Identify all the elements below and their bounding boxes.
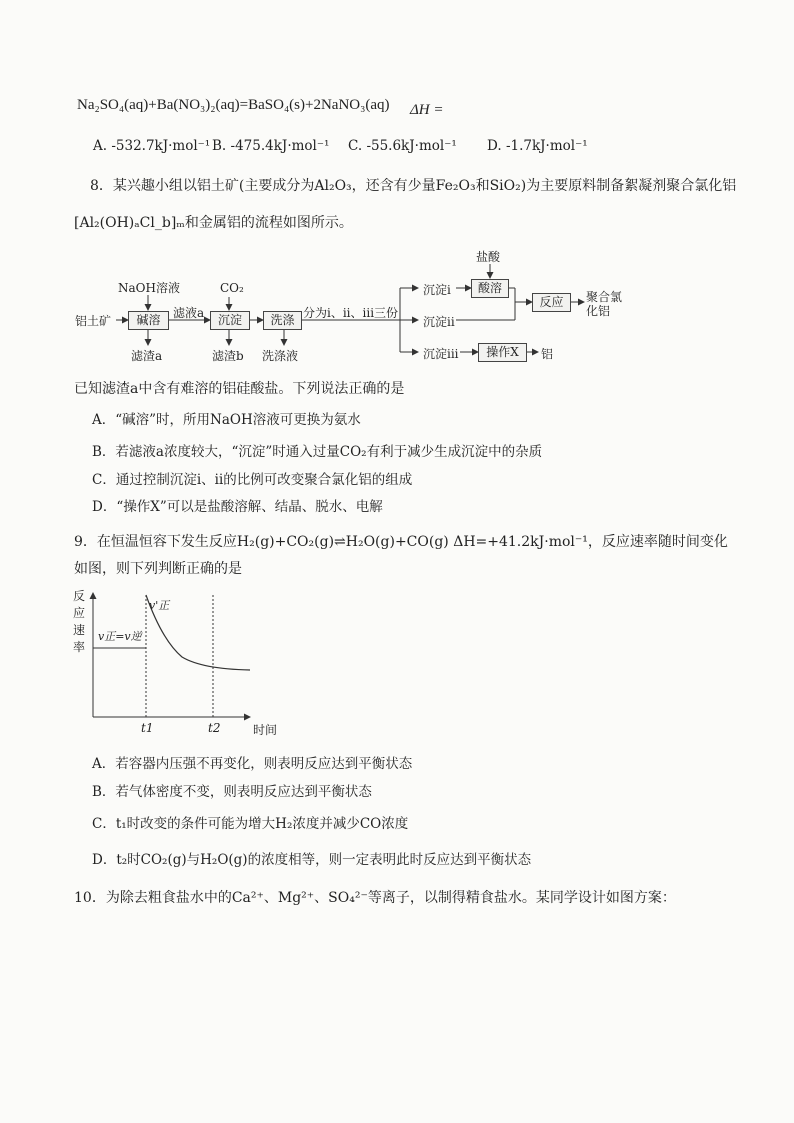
flow-co2-label: CO₂ [220, 281, 244, 295]
flow-precip-ii: 沉淀ii [423, 315, 455, 329]
q7-option-a: A. -532.7kJ·mol⁻¹ [93, 138, 211, 154]
q9-stem-line1: 9．在恒温恒容下发生反应H₂(g)+CO₂(g)⇌H₂O(g)+CO(g) ΔH=+41.2kJ·mol⁻¹，反应速率随时间变化 [74, 534, 728, 550]
chart-t2-label: t2 [208, 721, 221, 735]
chart-eq-label: v正=v逆 [98, 630, 142, 643]
flow-product: 聚合氯化铝 [586, 290, 623, 318]
q7-dh-label: ΔH = [410, 102, 444, 118]
q10-stem: 10．为除去粗食盐水中的Ca²⁺、Mg²⁺、SO₄²⁻等离子，以制得精食盐水。某同学设计如图方案： [74, 890, 676, 906]
chart-t1-label: t1 [141, 721, 154, 735]
flow-split-label: 分为i、ii、iii三份 [303, 306, 399, 320]
chart-x-label: 时间 [253, 723, 278, 737]
q8-option-d: D．“操作X”可以是盐酸溶解、结晶、脱水、电解 [92, 499, 383, 515]
q7-option-c: C. -55.6kJ·mol⁻¹ [348, 138, 457, 154]
flow-precip-i: 沉淀i [423, 283, 451, 297]
flow-al-label: 铝 [541, 347, 554, 361]
q9-option-a: A．若容器内压强不再变化，则表明反应达到平衡状态 [92, 756, 413, 772]
q8-stem-line1: 8．某兴趣小组以铝土矿(主要成分为Al₂O₃，还含有少量Fe₂O₃和SiO₂)为主要原料制备絮凝剂聚合氯化铝 [90, 178, 737, 194]
q8-known: 已知滤渣a中含有难溶的铝硅酸盐。下列说法正确的是 [74, 381, 405, 397]
q8-option-c: C．通过控制沉淀ⅰ、ⅱ的比例可改变聚合氯化铝的组成 [92, 472, 413, 488]
chart-curve-label: v'正 [149, 599, 170, 612]
q8-stem-line2: [Al₂(OH)ₐCl_b]ₘ和金属铝的流程如图所示。 [74, 215, 353, 231]
q8-flowchart [0, 0, 794, 380]
flow-filtrate-a: 滤液a [173, 306, 205, 320]
flow-box-acid: 酸溶 [471, 279, 509, 298]
flow-box-precip: 沉淀 [210, 311, 250, 330]
q9-stem-line2: 如图，则下列判断正确的是 [74, 561, 242, 577]
flow-naoh-label: NaOH溶液 [118, 281, 180, 295]
flow-box-react: 反应 [532, 293, 571, 312]
chart-y-label: 反应速率 [73, 589, 86, 654]
flow-precip-iii: 沉淀iii [423, 347, 459, 361]
flow-box-wash: 洗涤 [263, 311, 302, 330]
flow-box-opx: 操作X [478, 343, 527, 362]
q8-option-a: A．“碱溶”时，所用NaOH溶液可更换为氨水 [92, 412, 361, 428]
q8-option-b: B．若滤液a浓度较大，“沉淀”时通入过量CO₂有利于减少生成沉淀中的杂质 [92, 444, 543, 460]
q9-rate-chart [70, 585, 280, 745]
q7-option-b: B. -475.4kJ·mol⁻¹ [212, 138, 330, 154]
q9-option-b: B．若气体密度不变，则表明反应达到平衡状态 [92, 784, 372, 800]
q7-option-d: D. -1.7kJ·mol⁻¹ [487, 138, 588, 154]
flow-residue-a: 滤渣a [131, 349, 163, 363]
q9-option-d: D．t₂时CO₂(g)与H₂O(g)的浓度相等，则一定表明此时反应达到平衡状态 [92, 852, 532, 868]
q7-equation: Na₂SO₄(aq)+Ba(NO₃)₂(aq)=BaSO₄(s)+2NaNO₃(aq) [77, 97, 390, 113]
rate-chart-svg [70, 585, 280, 745]
flow-residue-b: 滤渣b [212, 349, 244, 363]
flow-arrows [0, 0, 794, 380]
flow-hcl-label: 盐酸 [476, 250, 501, 264]
flow-raw-label: 铝土矿 [75, 314, 112, 328]
q9-option-c: C．t₁时改变的条件可能为增大H₂浓度并减少CO浓度 [92, 816, 409, 832]
flow-wash-liquid: 洗涤液 [262, 349, 299, 363]
flow-box-dissolve: 碱溶 [128, 311, 169, 330]
